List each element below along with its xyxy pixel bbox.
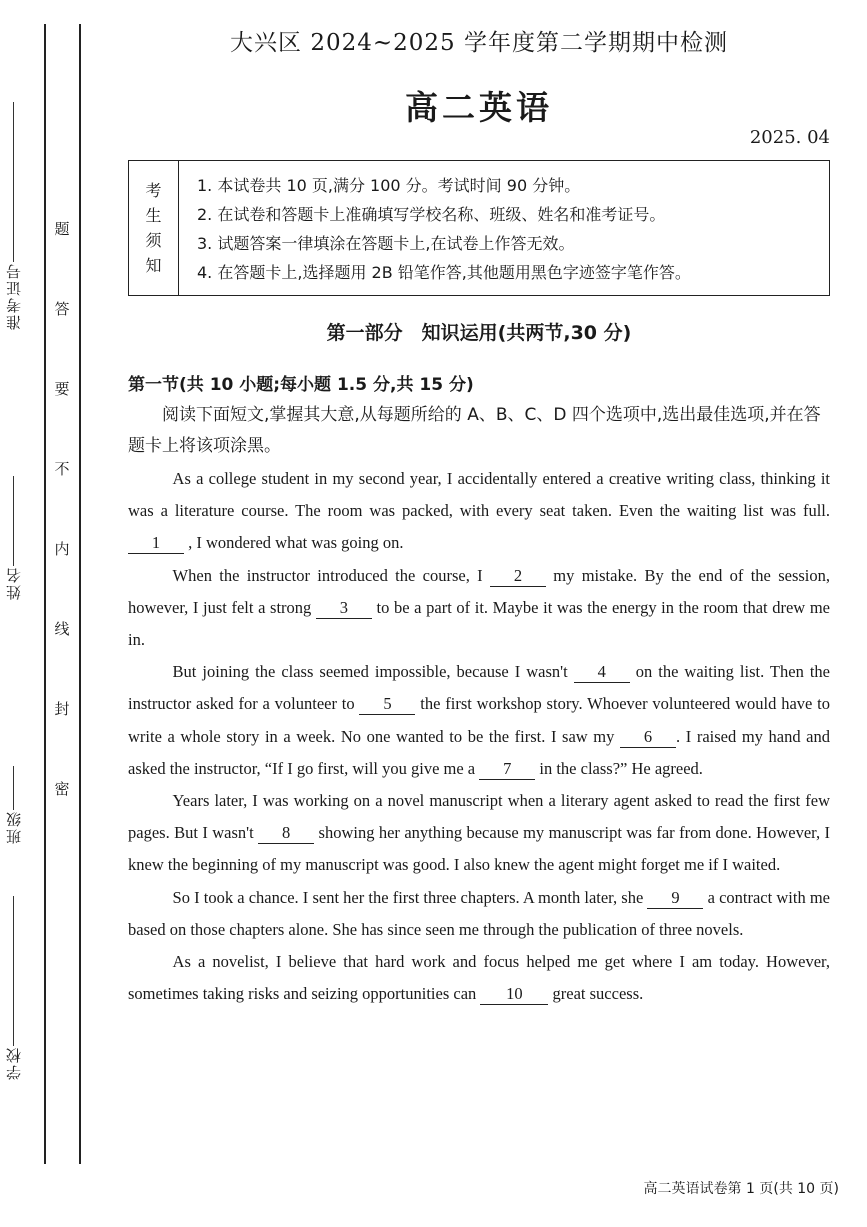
- passage-text: But joining the class seemed impossible, because I wasn't: [172, 662, 574, 682]
- page-footer: 高二英语试卷第 1 页(共 10 页): [643, 1181, 839, 1197]
- answer-blank-8: 8: [258, 823, 314, 844]
- passage-text: the first workshop story. Whoever volunteered would have to write a whole story in a week. No one wanted to be the first. I saw my: [128, 694, 831, 746]
- answer-blank-3: 3: [316, 598, 372, 619]
- exam-date: 2025. 04: [749, 127, 830, 148]
- notice-item: 4. 在答题卡上,选择题用 2B 铅笔作答,其他题用黑色字迹签字笔作答。: [197, 263, 691, 282]
- exam-id-label: 准考证号: [4, 262, 23, 330]
- notice-item: 2. 在试卷和答题卡上准确填写学校名称、班级、姓名和准考证号。: [197, 205, 666, 224]
- notice-heading-char: 考: [145, 181, 162, 200]
- seal-char: 答: [54, 300, 70, 318]
- passage-text: on the waiting list. Then the instructor asked for a volunteer to: [128, 662, 830, 714]
- section-title: 第一节(共 10 小题;每小题 1.5 分,共 15 分): [128, 375, 474, 395]
- seal-char: 要: [54, 380, 70, 398]
- answer-blank-9: 9: [647, 888, 703, 909]
- subject-title: 高二英语: [405, 88, 553, 127]
- seal-char: 不: [54, 460, 70, 478]
- cloze-passage: [128, 463, 830, 1010]
- answer-blank-10: 10: [480, 984, 548, 1005]
- passage-paragraph: [128, 785, 830, 882]
- exam-id-blank[interactable]: [13, 102, 14, 262]
- candidate-notice-box: [128, 160, 830, 296]
- section-instructions: 阅读下面短文,掌握其大意,从每题所给的 A、B、C、D 四个选项中,选出最佳选项,并在答题卡上将该项涂黑。: [128, 405, 821, 456]
- name-field[interactable]: [0, 470, 26, 620]
- answer-blank-2: 2: [490, 566, 546, 587]
- answer-blank-6: 6: [620, 727, 676, 748]
- passage-text: to be a part of it. Maybe it was the energy in the room that drew me in.: [128, 597, 830, 650]
- notice-list: [179, 161, 691, 295]
- passage-paragraph: [128, 463, 830, 560]
- seal-char: 内: [54, 540, 70, 558]
- class-field[interactable]: [0, 760, 26, 860]
- notice-heading-char: 须: [145, 231, 162, 250]
- binding-line-inner: [79, 24, 81, 1164]
- school-field[interactable]: [0, 890, 26, 1090]
- passage-text: in the class?” He agreed.: [535, 758, 703, 778]
- passage-text: , I wondered what was going on.: [184, 533, 404, 553]
- notice-item: 3. 试题答案一律填涂在答题卡上,在试卷上作答无效。: [197, 234, 575, 253]
- notice-heading-char: 知: [145, 256, 162, 275]
- exam-id-field[interactable]: [0, 96, 26, 376]
- passage-text: showing her anything because my manuscript was far from done. However, I knew the beginning of my manuscript was good. I also knew the agent might forget me if I waited.: [128, 823, 830, 875]
- seal-char: 封: [54, 700, 70, 718]
- school-blank[interactable]: [13, 896, 14, 1046]
- part-title: 第一部分 知识运用(共两节,30 分): [326, 322, 632, 344]
- answer-blank-1: 1: [128, 533, 184, 554]
- passage-text: As a college student in my second year, I accidentally entered a creative writing class, thinking it was a literature course. The room was packed, with every seat taken. Even the waiting list was full.: [128, 469, 830, 521]
- passage-text: . I raised my hand and asked the instructor, “If I go first, will you give me a: [128, 726, 830, 778]
- passage-paragraph: [128, 946, 830, 1010]
- answer-blank-7: 7: [479, 759, 535, 780]
- binding-line-outer: [44, 24, 46, 1164]
- seal-char: 线: [54, 620, 70, 638]
- notice-heading: [129, 161, 179, 295]
- class-label: 班级: [4, 810, 23, 844]
- answer-blank-4: 4: [574, 662, 630, 683]
- seal-char: 密: [54, 780, 70, 798]
- passage-text: my mistake. By the end of the session, however, I just felt a strong: [128, 565, 830, 617]
- passage-text: When the instructor introduced the course, I: [172, 565, 490, 585]
- notice-item: 1. 本试卷共 10 页,满分 100 分。考试时间 90 分钟。: [197, 176, 581, 195]
- name-blank[interactable]: [13, 476, 14, 566]
- seal-char: 题: [54, 220, 70, 238]
- passage-text: So I took a chance. I sent her the first three chapters. A month later, she: [172, 887, 648, 907]
- passage-text: Years later, I was working on a novel manuscript when a literary agent asked to read the first few pages. But I wasn't: [128, 791, 830, 843]
- passage-text: great success.: [548, 984, 644, 1004]
- passage-paragraph: [128, 560, 830, 657]
- class-blank[interactable]: [13, 766, 14, 810]
- notice-heading-char: 生: [145, 206, 162, 225]
- exam-title: 大兴区 2024~2025 学年度第二学期期中检测: [230, 30, 728, 56]
- passage-paragraph: [128, 882, 830, 946]
- answer-blank-5: 5: [359, 694, 415, 715]
- passage-paragraph: [128, 656, 830, 785]
- name-label: 姓名: [4, 566, 23, 600]
- passage-text: As a novelist, I believe that hard work and focus helped me get where I am today. However, sometimes taking risks and seizing opportunities can: [128, 952, 830, 1004]
- passage-text: a contract with me based on those chapters alone. She has since seen me through the publication of three novels.: [128, 887, 831, 939]
- school-label: 学校: [4, 1046, 23, 1080]
